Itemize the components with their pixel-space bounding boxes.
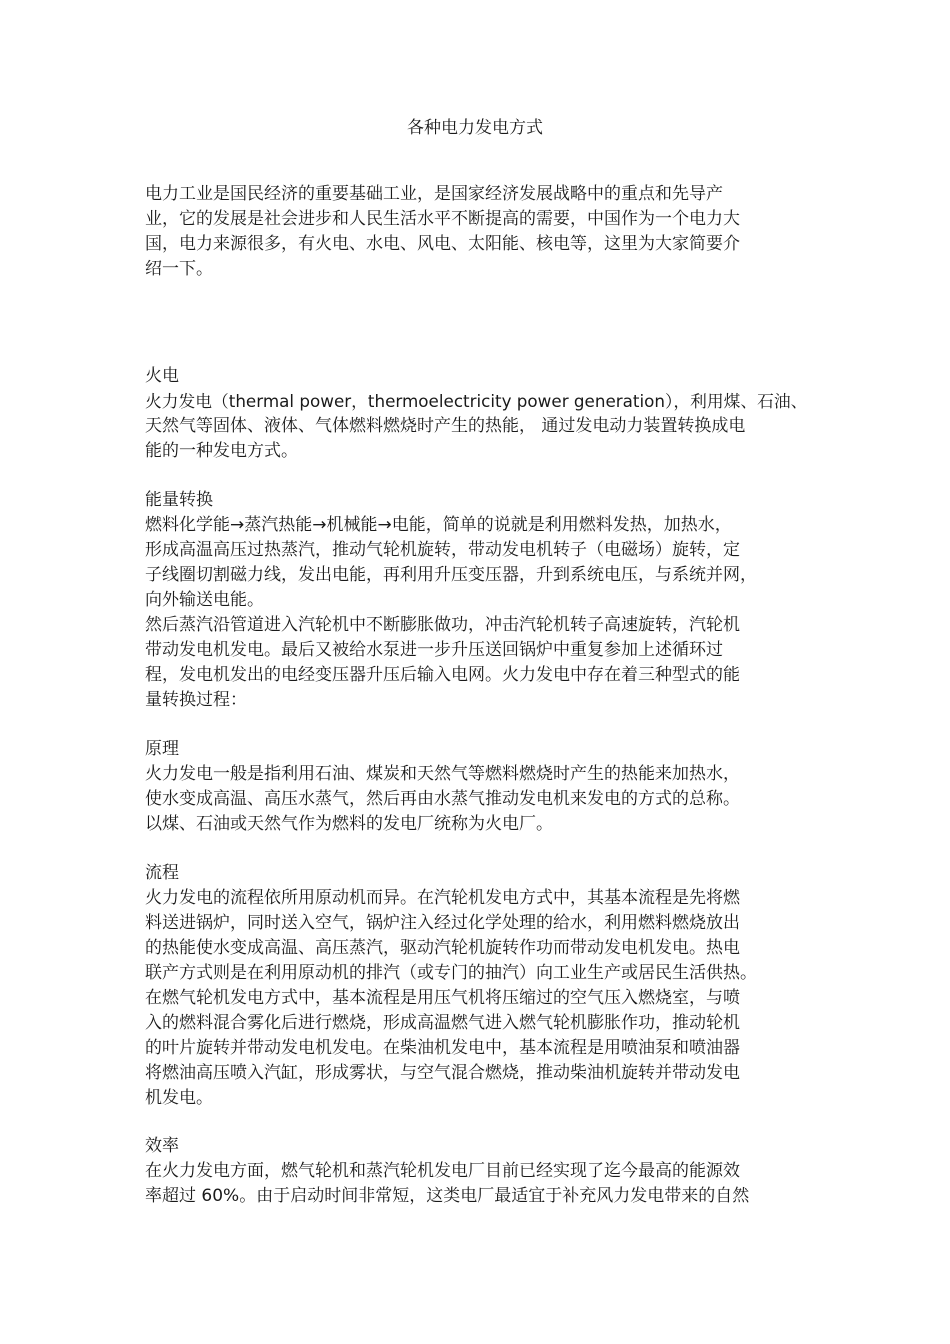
paragraph-line: 入的燃料混合雾化后进行燃烧，形成高温燃气进入燃气轮机膨胀作功，推动轮机 [145,1013,740,1033]
paragraph-line: 程，发电机发出的电经变压器升压后输入电网。火力发电中存在着三种型式的能 [145,665,740,685]
intro-line: 绍一下。 [145,259,213,279]
paragraph-line: 火力发电的流程依所用原动机而异。在汽轮机发电方式中，其基本流程是先将燃 [145,888,740,908]
paragraph-line: 的叶片旋转并带动发电机发电。在柴油机发电中，基本流程是用喷油泵和喷油器 [145,1038,740,1058]
paragraph-line: 然后蒸汽沿管道进入汽轮机中不断膨胀做功，冲击汽轮机转子高速旋转，汽轮机 [145,615,740,635]
paragraph-line: 使水变成高温、高压水蒸气，然后再由水蒸气推动发电机来发电的方式的总称。 [145,789,740,809]
paragraph-line: 带动发电机发电。最后又被给水泵进一步升压送回锅炉中重复参加上述循环过 [145,640,723,660]
section-heading: 火电 [145,366,179,386]
paragraph-line: 料送进锅炉，同时送入空气，锅炉注入经过化学处理的给水，利用燃料燃烧放出 [145,913,740,933]
paragraph-line: 在火力发电方面，燃气轮机和蒸汽轮机发电厂目前已经实现了迄今最高的能源效 [145,1161,740,1181]
section-heading: 流程 [145,863,179,883]
paragraph-line: 量转换过程： [145,690,247,710]
paragraph-line: 机发电。 [145,1088,213,1108]
paragraph-line: 向外输送电能。 [145,590,264,610]
paragraph-line: 燃料化学能→蒸汽热能→机械能→电能，简单的说就是利用燃料发热，加热水， [145,515,732,535]
section-energy-conversion [145,488,810,713]
section-process [145,861,810,1111]
section-thermal-power [145,364,810,464]
paragraph-line: 以煤、石油或天然气作为燃料的发电厂统称为火电厂。 [145,814,553,834]
paragraph-line: 在燃气轮机发电方式中，基本流程是用压气机将压缩过的空气压入燃烧室，与喷 [145,988,740,1008]
section-heading: 效率 [145,1136,179,1156]
intro-line: 国，电力来源很多，有火电、水电、风电、太阳能、核电等，这里为大家简要介 [145,234,740,254]
paragraph-line: 将燃油高压喷入汽缸，形成雾状，与空气混合燃烧，推动柴油机旋转并带动发电 [145,1063,740,1083]
document-title: 各种电力发电方式 [407,118,543,138]
paragraph-line: 能的一种发电方式。 [145,441,298,461]
paragraph-line: 联产方式则是在利用原动机的排汽（或专门的抽汽）向工业生产或居民生活供热。 [145,963,757,983]
paragraph-line: 的热能使水变成高温、高压蒸汽，驱动汽轮机旋转作功而带动发电机发电。热电 [145,938,740,958]
paragraph-line: 子线圈切割磁力线，发出电能，再利用升压变压器，升到系统电压，与系统并网， [145,565,757,585]
paragraph-line: 天然气等固体、液体、气体燃料燃烧时产生的热能， 通过发电动力装置转换成电 [145,416,746,436]
section-efficiency [145,1134,810,1209]
intro-line: 业，它的发展是社会进步和人民生活水平不断提高的需要，中国作为一个电力大 [145,209,740,229]
paragraph-line: 率超过 60%。由于启动时间非常短，这类电厂最适宜于补充风力发电带来的自然 [145,1186,750,1206]
section-principle [145,737,810,837]
section-heading: 能量转换 [145,490,213,510]
section-heading: 原理 [145,739,179,759]
intro-line: 电力工业是国民经济的重要基础工业，是国家经济发展战略中的重点和先导产 [145,184,723,204]
paragraph-line: 火力发电（thermal power，thermoelectricity power generation），利用煤、石油、 [145,391,808,411]
paragraph-line: 火力发电一般是指利用石油、煤炭和天然气等燃料燃烧时产生的热能来加热水， [145,764,740,784]
intro-paragraph [145,182,810,282]
paragraph-line: 形成高温高压过热蒸汽，推动气轮机旋转，带动发电机转子（电磁场）旋转，定 [145,540,740,560]
